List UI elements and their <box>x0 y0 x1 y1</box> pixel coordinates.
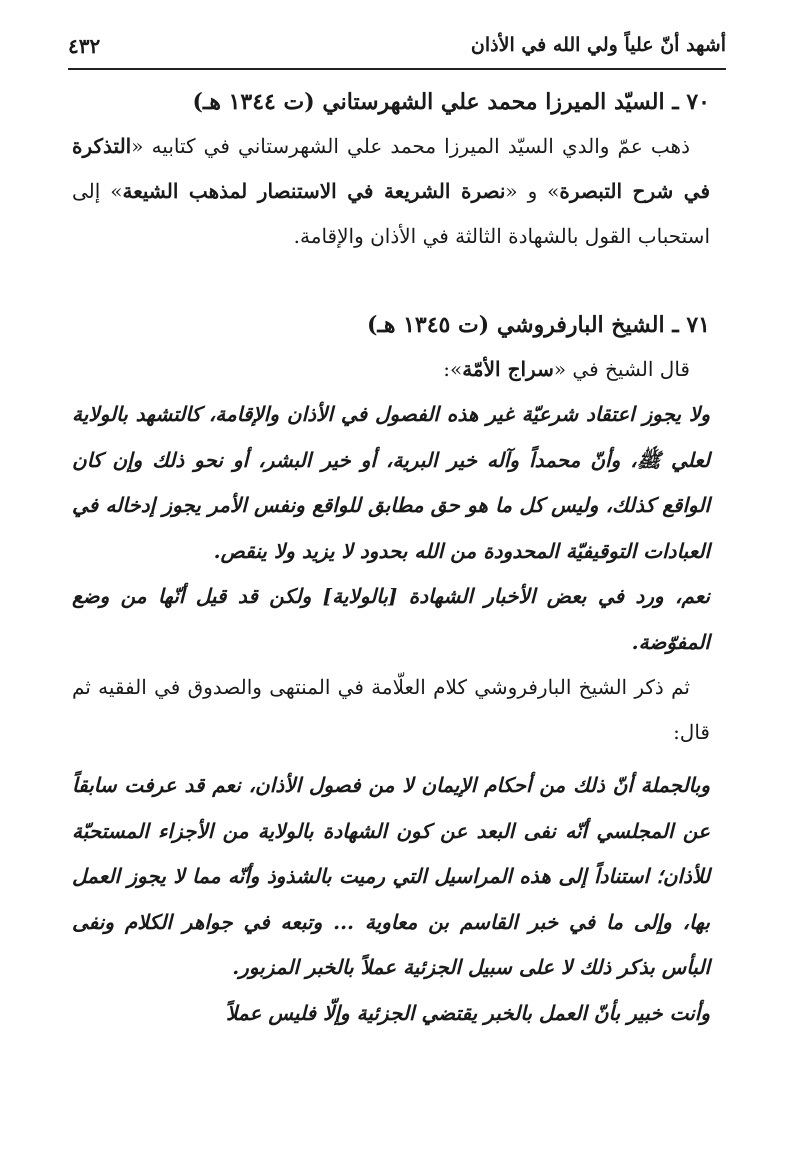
running-title: أشهد أنّ علياً ولي الله في الأذان <box>470 34 726 56</box>
book-title-tadhkira: التذكرة في شرح التبصرة <box>72 134 711 203</box>
quote-block-3: وبالجملة أنّ ذلك من أحكام الإيمان لا من فصول الأذان، نعم قد عرفت سابقاً عن المجلسي أنّه نفى البعد عن كون الشهادة بالولاية من الأجزاء المستحبّة للأذان؛ استناداً إلى هذه المراسيل التي رميت بالشذوذ وأنّه مما لا يجوز العمل بها، وإلى ما في خبر القاسم بن معاوية ... وتبعه في جواهر الكلام ونفى البأس بذكر ذلك لا على سبيل الجزئية عملاً بالخبر المزبور. <box>72 773 710 979</box>
spacer <box>72 259 710 303</box>
text-run: قال الشيخ في « <box>553 357 690 381</box>
book-title-siraj: سراج الأمّة <box>462 357 554 381</box>
quote-block-1: ولا يجوز اعتقاد شرعيّة غير هذه الفصول في الأذان والإقامة، كالتشهد بالولاية لعلي ﷺ، وأنّ محمداً وآله خير البرية، أو خير البشر، أو نحو ذلك وإن كان الواقع كذلك، وليس كل ما هو حق مطابق للواقع ونفس الأمر يجوز إدخاله في العبادات التوقيفيّة المحدودة من الله بحدود لا يزيد ولا ينقص. <box>72 402 710 563</box>
spacer <box>72 755 710 763</box>
section-71-paragraph: ثم ذكر الشيخ البارفروشي كلام العلّامة في المنتهى والصدوق في الفقيه ثم قال: <box>72 675 710 744</box>
quote-block-2: نعم، ورد في بعض الأخبار الشهادة [بالولاية] ولكن قد قيل أنّها من وضع المفوّضة. <box>72 584 710 654</box>
book-title-nusrat: نصرة الشريعة في الاستنصار لمذهب الشيعة <box>122 179 506 203</box>
page-number: ٤٣٢ <box>68 34 101 58</box>
text-run: » إلى استحباب القول بالشهادة الثالثة في الأذان والإقامة. <box>72 179 710 248</box>
section-71-heading: ٧١ ـ الشيخ البارفروشي (ت ١٣٤٥ هـ) <box>366 312 710 338</box>
section-70-heading: ٧٠ ـ السيّد الميرزا محمد علي الشهرستاني (ت ١٣٤٤ هـ) <box>192 89 710 115</box>
page-header <box>68 28 726 70</box>
section-70-paragraph <box>72 124 710 259</box>
text-run: »: <box>443 357 463 381</box>
text-run: » و « <box>505 179 560 203</box>
section-71-intro <box>72 347 710 392</box>
quote-block-4: وأنت خبير بأنّ العمل بالخبر يقتضي الجزئية وإلّا فليس عملاً <box>225 1000 710 1025</box>
page-body <box>72 80 710 1036</box>
text-run: ذهب عمّ والدي السيّد الميرزا محمد علي الشهرستاني في كتابيه « <box>131 134 690 158</box>
